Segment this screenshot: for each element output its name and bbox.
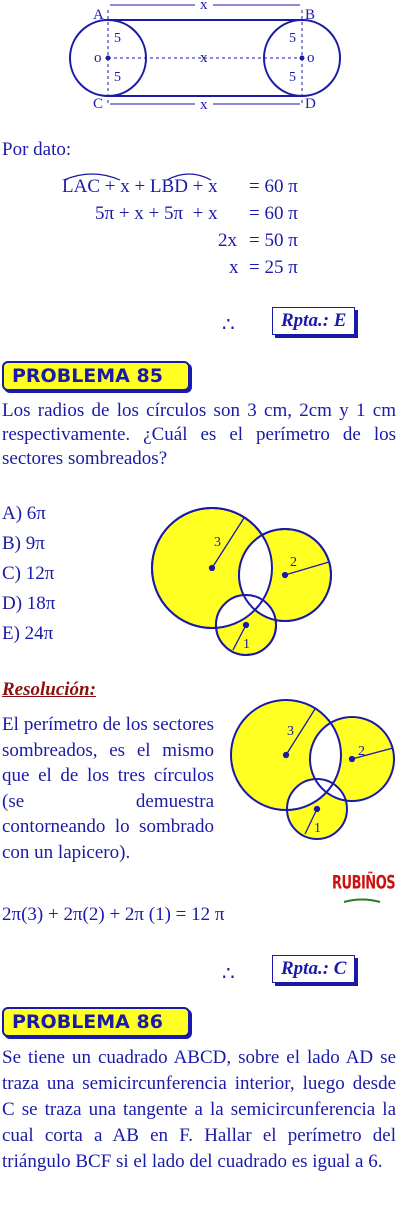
logo-mark [342,897,382,907]
radius-label: 5 [114,31,121,46]
options-list [2,503,102,653]
three-circles-figure [140,500,340,670]
equation-2-rhs: = 60 π [249,203,298,224]
equation-4-lhs: x [229,257,239,278]
equation-3-lhs: 2x [218,230,237,251]
option-c: C) 12π [2,563,55,584]
label-x-mid: x [200,50,208,66]
equation-4-rhs: = 25 π [249,257,298,278]
label-o-right: o [307,50,315,66]
radius-3-label: 3 [214,535,221,550]
equation-1-lhs: LAC + x + LBD + x [62,176,218,197]
equation-3-rhs: = 50 π [249,230,298,251]
perimeter-formula: 2π(3) + 2π(2) + 2π (1) = 12 π [2,904,225,925]
label-D: D [305,96,316,112]
radius-2-label: 2 [358,744,365,759]
problem-85-title: PROBLEMA 85 [2,361,190,391]
label-C: C [93,96,104,112]
equation-1-rhs: = 60 π [249,176,298,197]
radius-label: 5 [114,70,121,85]
radius-label: 5 [289,31,296,46]
option-a: A) 6π [2,503,46,524]
therefore-symbol: ∴ [222,314,235,336]
label-o-left: o [94,50,102,66]
radius-label: 5 [289,70,296,85]
por-dato: Por dato: [2,139,72,160]
radius-3-label: 3 [287,724,294,739]
answer-box: Rpta.: C [272,955,355,983]
option-d: D) 18π [2,593,56,614]
therefore-symbol: ∴ [222,963,235,985]
answer-box: Rpta.: E [272,307,355,335]
label-A: A [93,7,104,23]
problem-86-statement: Se tiene un cuadrado ABCD, sobre el lado AD se traza una semicircunferencia interior, luego desde C se traza una tangente a la semicircunferencia la cual corta a AB en F. Hallar el perímetro del triángulo BCF si el lado del cuadrado es igual a 6. [2,1047,396,1172]
radius-1-label: 1 [314,821,321,836]
equation-2-lhs: 5π + x + 5π + x [95,203,218,224]
resolucion-heading: Resolución: [2,679,96,700]
three-circles-figure-2 [220,693,400,853]
option-b: B) 9π [2,533,45,554]
label-x-bottom: x [200,97,208,113]
stadium-figure [0,0,400,115]
radius-1-label: 1 [243,637,250,652]
radius-2-label: 2 [290,555,297,570]
problem-85-statement: Los radios de los círculos son 3 cm, 2cm y 1 cm respectivamente. ¿Cuál es el perímetro de los sectores sombreados? [2,400,396,469]
label-B: B [305,7,316,23]
resolution-text: El perímetro de los sectores sombreados, es el mismo que el de los tres círculos (se demuestra contorneando lo sombrado con un lapicero). [2,714,214,863]
option-e: E) 24π [2,623,54,644]
rubinos-logo [332,873,396,916]
label-x-top: x [200,0,208,13]
logo-text: RUBIÑOS [332,873,396,894]
problem-86-title: PROBLEMA 86 [2,1007,190,1037]
